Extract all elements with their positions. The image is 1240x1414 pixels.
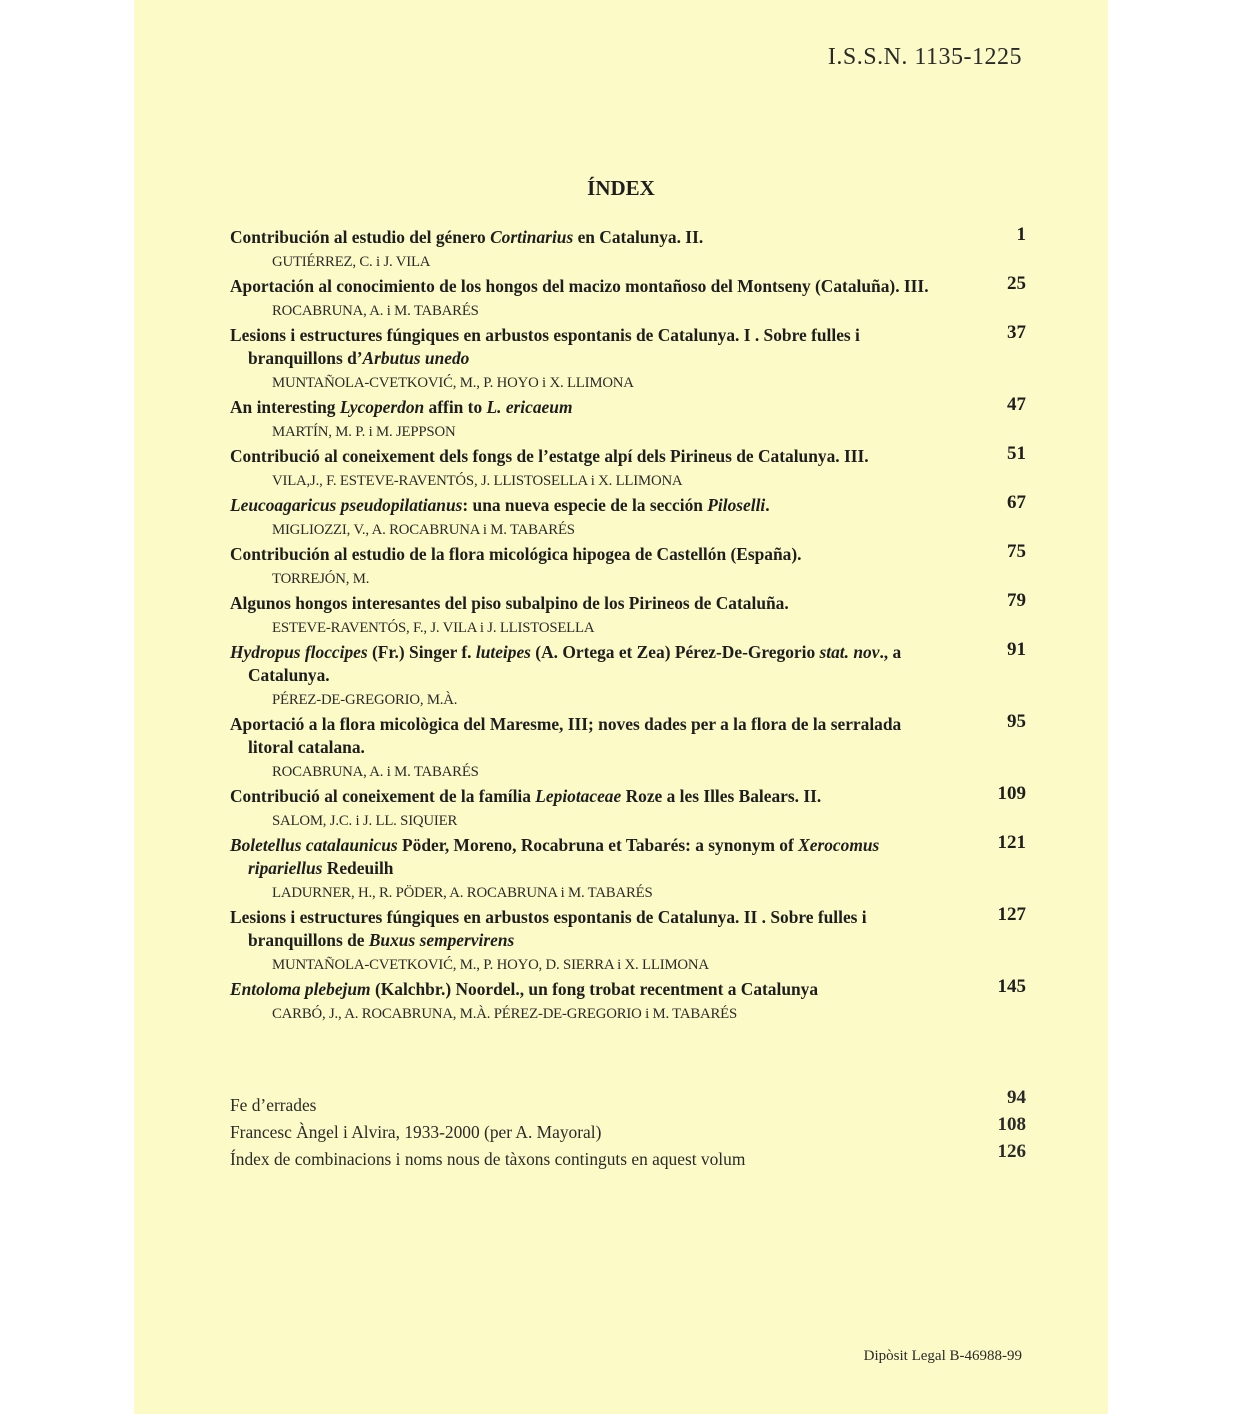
table-of-contents [230, 226, 1026, 1027]
article-authors: MARTÍN, M. P. i M. JEPPSON [272, 424, 456, 440]
page-number: 95 [1007, 711, 1026, 732]
misc-entry [230, 1087, 1026, 1119]
misc-label: Fe d’errades [230, 1095, 317, 1115]
article-authors: PÉREZ-DE-GREGORIO, M.À. [272, 692, 458, 708]
page-number: 75 [1007, 541, 1026, 562]
page-title: ÍNDEX [587, 176, 655, 200]
legal-deposit: Dipòsit Legal B-46988-99 [863, 1348, 1022, 1364]
page-number: 121 [997, 832, 1026, 853]
toc-entry [230, 445, 1026, 494]
article-title: Contribución al estudio de la flora micológica hipogea de Castellón (España). [230, 544, 802, 564]
article-title: Boletellus catalaunicus Pöder, Moreno, Rocabruna et Tabarés: a synonym of Xerocomus ripariellus Redeuilh [230, 835, 880, 878]
misc-entry [230, 1141, 1026, 1173]
other-contents [230, 1087, 1026, 1173]
toc-entry [230, 396, 1026, 445]
article-title: Contribución al estudio del género Cortinarius en Catalunya. II. [230, 227, 704, 247]
article-authors: MUNTAÑOLA-CVETKOVIĆ, M., P. HOYO i X. LLIMONA [272, 375, 634, 391]
article-title: An interesting Lycoperdon affin to L. ericaeum [230, 397, 573, 417]
toc-entry [230, 324, 1026, 396]
page [134, 0, 1108, 1414]
toc-entry [230, 785, 1026, 834]
article-title: Contribució al coneixement dels fongs de l’estatge alpí dels Pirineus de Catalunya. III. [230, 446, 869, 466]
page-number: 91 [1007, 639, 1026, 660]
toc-entry [230, 906, 1026, 978]
article-authors: VILA,J., F. ESTEVE-RAVENTÓS, J. LLISTOSELLA i X. LLIMONA [272, 473, 683, 489]
article-authors: SALOM, J.C. i J. LL. SIQUIER [272, 813, 458, 829]
toc-entry [230, 641, 1026, 713]
article-title: Entoloma plebejum (Kalchbr.) Noordel., un fong trobat recentment a Catalunya [230, 979, 819, 999]
page-number: 79 [1007, 590, 1026, 611]
page-number: 47 [1007, 394, 1026, 415]
article-authors: CARBÓ, J., A. ROCABRUNA, M.À. PÉREZ-DE-GREGORIO i M. TABARÉS [272, 1006, 738, 1022]
page-number: 37 [1007, 322, 1026, 343]
article-title: Algunos hongos interesantes del piso subalpino de los Pirineos de Cataluña. [230, 593, 789, 613]
article-title: Contribució al coneixement de la família Lepiotaceae Roze a les Illes Balears. II. [230, 786, 822, 806]
page-number: 127 [997, 904, 1026, 925]
page-number: 1 [1016, 224, 1026, 245]
page-number: 25 [1007, 273, 1026, 294]
toc-entry [230, 978, 1026, 1027]
misc-label: Francesc Àngel i Alvira, 1933-2000 (per A. Mayoral) [230, 1122, 602, 1142]
toc-entry [230, 226, 1026, 275]
article-authors: ESTEVE-RAVENTÓS, F., J. VILA i J. LLISTOSELLA [272, 620, 595, 636]
article-title: Aportación al conocimiento de los hongos del macizo montañoso del Montseny (Cataluña). III. [230, 276, 929, 296]
article-authors: ROCABRUNA, A. i M. TABARÉS [272, 303, 479, 319]
article-title: Leucoagaricus pseudopilatianus: una nueva especie de la sección Piloselli. [230, 495, 770, 515]
toc-entry [230, 834, 1026, 906]
toc-entry [230, 494, 1026, 543]
issn-number: I.S.S.N. 1135-1225 [827, 44, 1022, 70]
page-number: 145 [997, 976, 1026, 997]
page-number: 67 [1007, 492, 1026, 513]
toc-entry [230, 713, 1026, 785]
page-number: 108 [997, 1114, 1026, 1135]
article-title: Aportació a la flora micològica del Maresme, III; noves dades per a la flora de la serralada litoral catalana. [230, 714, 902, 757]
article-title: Lesions i estructures fúngiques en arbustos espontanis de Catalunya. I . Sobre fulles i branquillons d’Arbutus unedo [230, 325, 860, 368]
toc-entry [230, 275, 1026, 324]
page-number: 94 [1007, 1087, 1026, 1108]
article-title: Hydropus floccipes (Fr.) Singer f. luteipes (A. Ortega et Zea) Pérez-De-Gregorio stat. nov., a Catalunya. [230, 642, 902, 685]
toc-entry [230, 592, 1026, 641]
article-authors: ROCABRUNA, A. i M. TABARÉS [272, 764, 479, 780]
article-authors: MIGLIOZZI, V., A. ROCABRUNA i M. TABARÉS [272, 522, 575, 538]
misc-entry [230, 1114, 1026, 1146]
toc-entry [230, 543, 1026, 592]
article-authors: GUTIÉRREZ, C. i J. VILA [272, 254, 431, 270]
page-number: 109 [997, 783, 1026, 804]
misc-label: Índex de combinacions i noms nous de tàxons continguts en aquest volum [230, 1149, 746, 1169]
page-number: 126 [997, 1141, 1026, 1162]
article-authors: MUNTAÑOLA-CVETKOVIĆ, M., P. HOYO, D. SIERRA i X. LLIMONA [272, 957, 709, 973]
page-number: 51 [1007, 443, 1026, 464]
article-authors: TORREJÓN, M. [272, 571, 370, 587]
article-authors: LADURNER, H., R. PÖDER, A. ROCABRUNA i M. TABARÉS [272, 885, 653, 901]
article-title: Lesions i estructures fúngiques en arbustos espontanis de Catalunya. II . Sobre fulles i branquillons de Buxus sempervirens [230, 907, 867, 950]
